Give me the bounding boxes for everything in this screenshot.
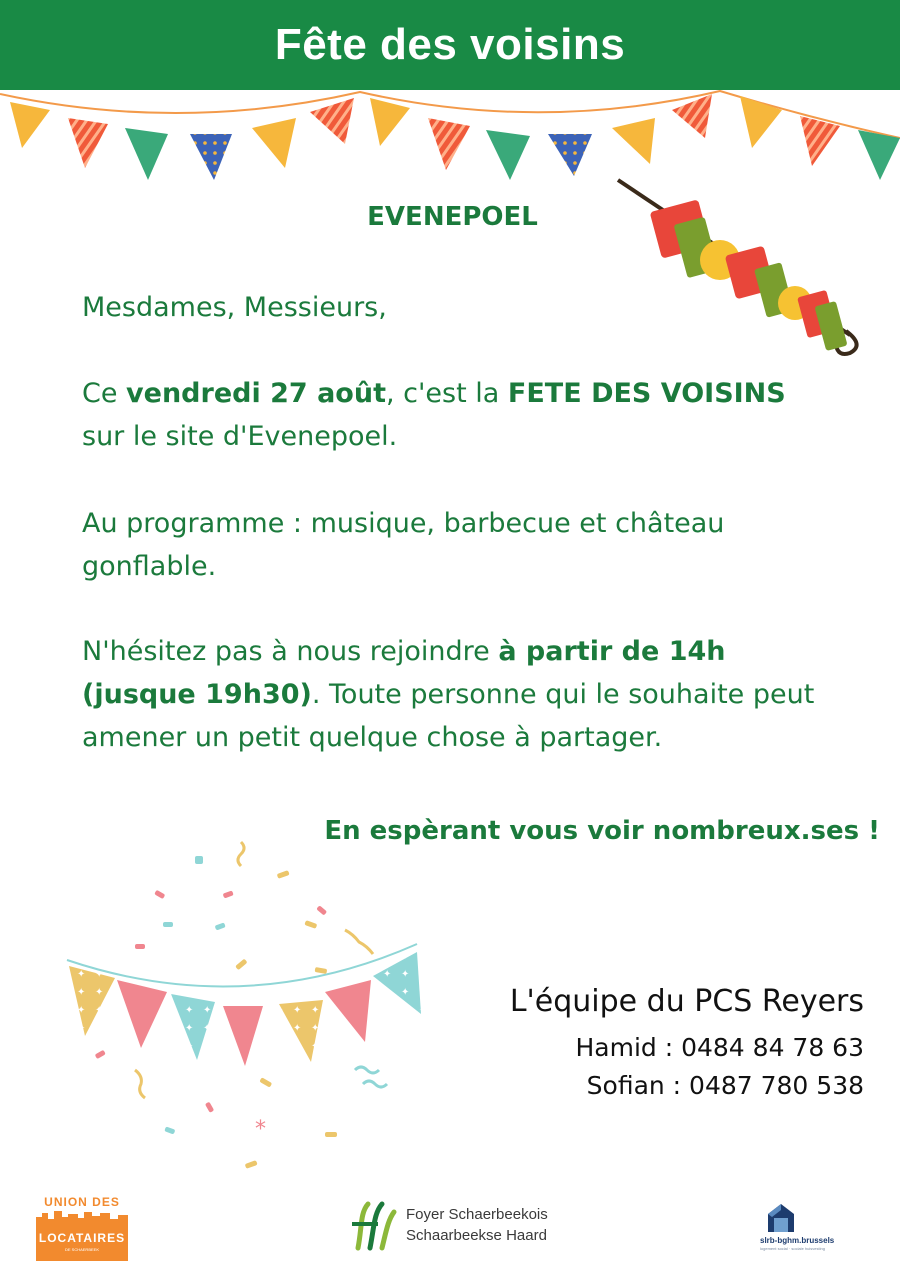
location-heading: EVENEPOEL (367, 202, 538, 232)
union-box (36, 1225, 128, 1261)
paragraph-program: Au programme : musique, barbecue et château gonflable. (82, 508, 725, 582)
logo-text: LOCATAIRES (38, 1231, 126, 1245)
skyline-icon (36, 1209, 128, 1225)
union-locataires-logo (36, 1195, 128, 1261)
text-run: , c'est la (386, 378, 508, 409)
confetti-bunting-illustration (55, 820, 435, 1180)
paragraph-invite (82, 630, 822, 759)
logo-text: slrb-bghm.brussels (760, 1236, 835, 1245)
bunting-top-illustration (0, 88, 900, 188)
page-title: Fête des voisins (274, 20, 626, 69)
event-name: FETE DES VOISINS (507, 378, 786, 409)
team-signature: L'équipe du PCS Reyers (509, 984, 864, 1019)
text-run: N'hésitez pas à nous rejoindre (82, 636, 499, 667)
text-run: sur le site d'Evenepoel. (82, 421, 398, 452)
logo-text: DE SCHAERBEEK (64, 1247, 99, 1252)
logo-text: Foyer Schaerbeekois (406, 1206, 548, 1223)
closing-line: En espèrant vous voir nombreux.ses ! (324, 816, 880, 846)
contact-sofian: Sofian : 0487 780 538 (586, 1071, 864, 1100)
text-run: Ce (82, 378, 127, 409)
paragraph-date (82, 372, 822, 458)
logo-text: Schaarbeekse Haard (406, 1227, 547, 1244)
foyer-schaerbeekois-logo (348, 1198, 568, 1253)
text-run: . Toute personne qui le souhaite peut amener un petit quelque chose à partager. (82, 679, 815, 753)
contact-hamid: Hamid : 0484 84 78 63 (575, 1033, 864, 1062)
header-banner (0, 0, 900, 90)
logo-text: logement social · sociale huisvesting (760, 1246, 825, 1251)
house-icon (764, 1200, 798, 1234)
logo-text: UNION DES (44, 1195, 120, 1209)
svg-text:*: * (255, 1117, 266, 1142)
event-time: à partir de 14h (jusque 19h30) (82, 636, 726, 710)
fsh-monogram-icon (348, 1198, 400, 1253)
slrb-logo (760, 1200, 865, 1255)
event-date: vendredi 27 août (126, 378, 386, 409)
greeting: Mesdames, Messieurs, (82, 292, 387, 323)
